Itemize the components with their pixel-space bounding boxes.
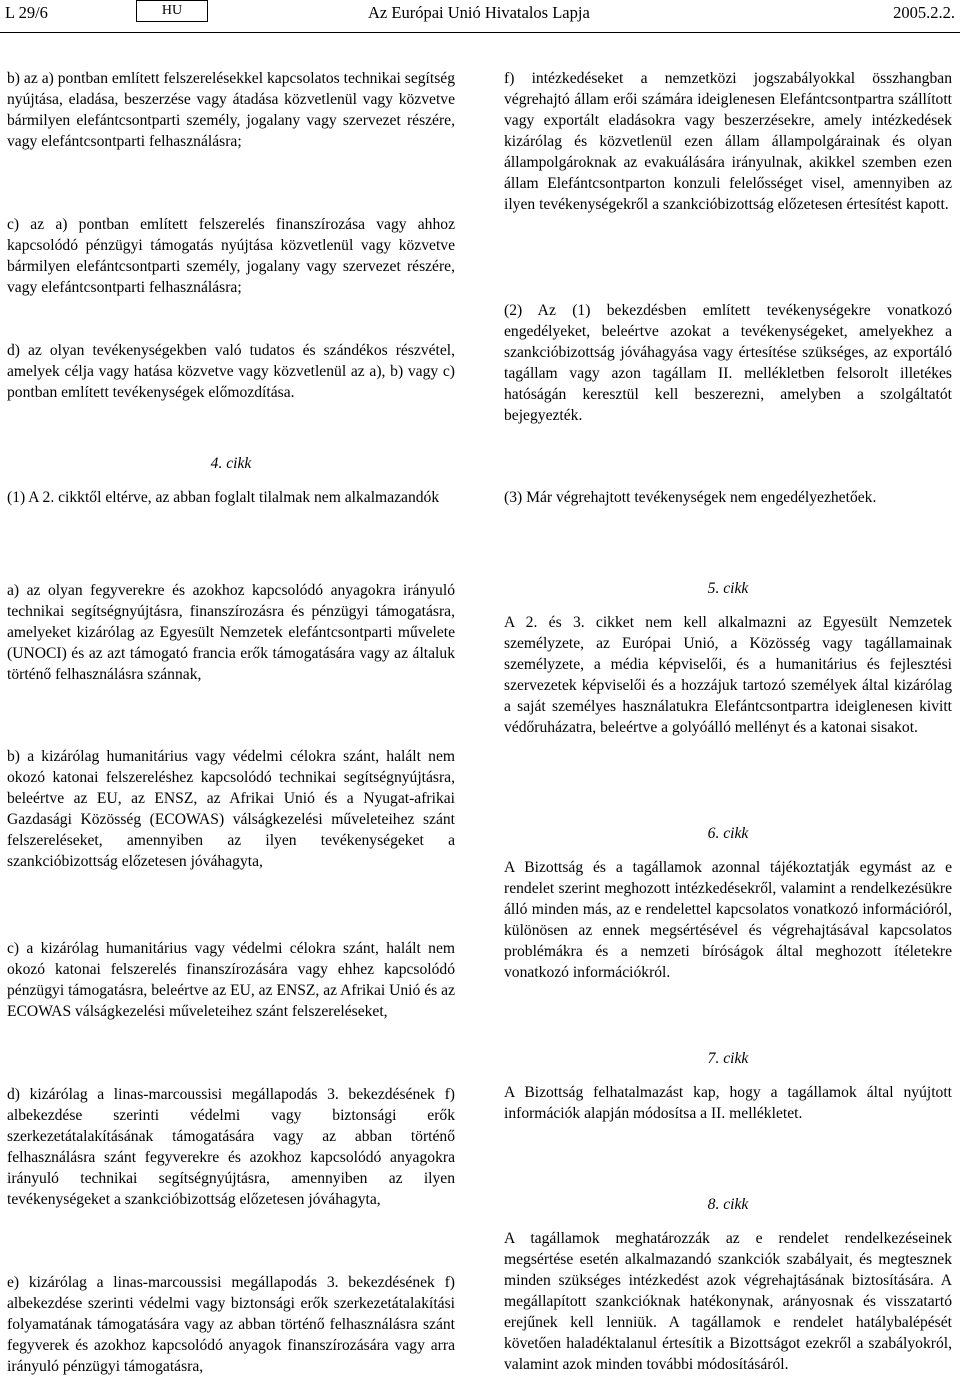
article4-point-d: d) kizárólag a linas-marcoussisi megállapodás 3. bekezdésének f) albekezdése szerinti védelmi vagy biztonsági erők szerkezetátalakításának támogatására vagy az abban történő felhasználásra szánt fegyverekre és azokhoz kapcsolódó anyagokra irányuló technikai segítségnyújtásra, amennyiben az ilyen tevékenységeket a szankcióbizottság előzetesen jóváhagyta, [7,1086,455,1208]
article-8-heading: 8. cikk [707,1196,749,1213]
issue-date: 2005.2.2. [893,3,955,22]
article4-point-e: e) kizárólag a linas-marcoussisi megállapodás 3. bekezdésének f) albekezdése szerinti védelmi vagy biztonsági erők szerkezetátalakítási folyamatának támogatására vagy az abban történő felhasználásra szánt fegyverek és azokhoz kapcsolódó anyagok finanszírozására vagy arra irányuló pénzügyi támogatásra, [7,1274,455,1375]
article4-p3-block [504,487,952,508]
article4-point-a: a) az olyan fegyverekre és azokhoz kapcsolódó anyagokra irányuló technikai segítségnyújtásra, finanszírozásra és pénzügyi támogatásra, amelyeket kizárólag az Egyesült Nemzetek elefántcsontparti művelete (UNOCI) és az azt támogató francia erők támogatására vagy az általuk történő felhasználásra szánnak, [7,582,455,683]
language-badge: HU [136,0,208,22]
article4-a-block [7,580,455,685]
article5-block [504,612,952,738]
article4-d-block [7,1084,455,1210]
article-4-heading: 4. cikk [210,455,252,472]
article6-text: A Bizottság és a tagállamok azonnal tájékoztatják egymást az e rendelet szerint meghozott intézkedésekről, valamint a rendelkezésükre álló minden más, az e rendelettel kapcsolatos vonatkozó információról, különösen az ennek megsértésével és végrehajtásával kapcsolatos problémákra és a nemzeti bíróságok által meghozott ítéletekre vonatkozó információkról. [504,859,952,981]
top-left-column [7,68,455,152]
article4-b-block [7,746,455,872]
article4-c-block [7,938,455,1022]
paragraph-b: b) az a) pontban említett felszerelésekkel kapcsolatos technikai segítség nyújtása, eladása, beszerzése vagy átadása közvetlenül vagy közvetve bármilyen elefántcsontparti személy, jogalany vagy szervezet részére, vagy elefántcsontparti felhasználásra; [7,70,455,150]
paragraph-2: (2) Az (1) bekezdésben említett tevékenységekre vonatkozó engedélyeket, beleértve azokat a tevékenységeket, amelyekhez a szankcióbizottság jóváhagyása vagy értesítése szükséges, az exportáló tagállam vagy azon tagállam II. mellékletben felsorolt illetékes hatóságán keresztül kell beszerezni, amelyben a szolgáltatót bejegyezték. [504,302,952,424]
article4-point-c: c) a kizárólag humanitárius vagy védelmi célokra szánt, halált nem okozó katonai felszerelés finanszírozására vagy ehhez kapcsolódó pénzügyi támogatásra, beleértve az EU, az ENSZ, az Afrikai Unió és az ECOWAS válságkezelési műveleteihez szánt felszereléseket, [7,940,455,1020]
article-6-heading: 6. cikk [707,825,749,842]
page-number: L 29/6 [5,3,48,22]
article4-paragraph-1: (1) A 2. cikktől eltérve, az abban foglalt tilalmak nem alkalmazandók [7,489,440,506]
journal-title: Az Európai Unió Hivatalos Lapja [368,3,590,22]
article-7-heading: 7. cikk [707,1050,749,1067]
article5-text: A 2. és 3. cikket nem kell alkalmazni az Egyesült Nemzetek személyzete, az Európai Unió, a Közösség vagy tagállamainak személyzete, a média képviselői, és a humanitárius és fejlesztési szervezetek képviselői és a hozzájuk tartozó személyek által kizárólag a saját személyes használatukra Elefántcsontpartra ideiglenesen kivitt védőruházatra, beleértve a golyóálló mellényt és a katonai sisakot. [504,614,952,736]
paragraph-d: d) az olyan tevékenységekben való tudatos és szándékos részvétel, amelyek célja vagy hatása közvetve vagy közvetlenül az a), b) vagy c) pontban említett tevékenységek előmozdítása. [7,342,455,401]
article-5-heading: 5. cikk [707,580,749,597]
top-right-p2-block [504,300,952,426]
paragraph-f: f) intézkedéseket a nemzetközi jogszabályokkal összhangban végrehajtó állam erői számára ideiglenesen Elefántcsontpartra szállított vagy exportált eladásokra vagy beszerzésekre, amely intézkedések kizárólag és közvetlenül ezen állam állampolgárainak és olyan állampolgároknak az evakuálására irányulnak, akikkel szemben ezen állam Elefántcsontparton konzuli felelősséget visel, amennyiben az ilyen tevékenységekről a szankcióbizottság előzetesen értesítést kapott. [504,70,952,213]
paragraph-c: c) az a) pontban említett felszerelés finanszírozása vagy ahhoz kapcsolódó pénzügyi támogatás nyújtása közvetlenül vagy közvetve bármilyen elefántcsontparti személy, jogalany vagy szervezet részére, vagy elefántcsontparti felhasználásra; [7,216,455,296]
top-left-c-block [7,214,455,298]
article8-text: A tagállamok meghatározzák az e rendelet rendelkezéseinek megsértése esetén alkalmazandó szankciók szabályait, és megtesznek minden szükséges intézkedést azok végrehajtásának biztosítására. A megállapított szankcióknak hatékonynak, arányosnak és visszatartó erejűnek kell lenniük. A tagállamok e rendelet hatálybalépését követően haladéktalanul értesítik a Bizottságot ezekről a szabályokról, valamint azok minden további módosításáról. [504,1230,952,1373]
article7-block [504,1082,952,1124]
top-right-column [504,68,952,215]
article4-p1-block [7,487,455,508]
top-left-d-block [7,340,455,403]
article7-text: A Bizottság felhatalmazást kap, hogy a tagállamok által nyújtott információk alapján módosítsa a II. mellékletet. [504,1084,952,1122]
article6-block [504,857,952,983]
article4-e-block [7,1272,455,1377]
article8-block [504,1228,952,1375]
article4-point-b: b) a kizárólag humanitárius vagy védelmi célokra szánt, halált nem okozó katonai felszereléshez kapcsolódó technikai segítségnyújtásra, beleértve az EU, az ENSZ, az Afrikai Unió és a Nyugat-afrikai Gazdasági Közösség (ECOWAS) válságkezelési műveleteihez szánt felszereléseket, amennyiben az ilyen tevékenységeket a szankcióbizottság előzetesen jóváhagyta, [7,748,455,870]
article4-paragraph-3: (3) Már végrehajtott tevékenységek nem engedélyezhetőek. [504,489,877,506]
page-header [0,0,960,33]
